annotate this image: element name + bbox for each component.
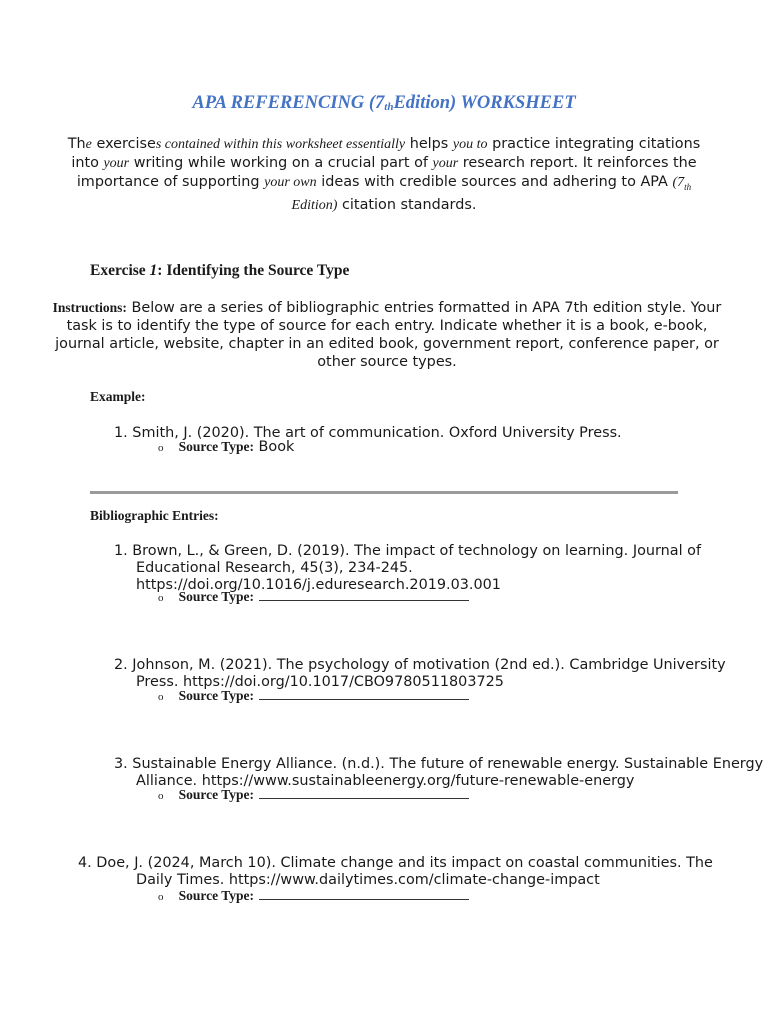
bibliographic-entries-label: Bibliographic Entries: [90, 508, 219, 523]
bullet-icon: o [158, 790, 164, 802]
source-type-label: Source Type: [178, 888, 254, 903]
worksheet-title: APA REFERENCING $(7_{th}Edition)$ WORKSHEET [192, 93, 576, 113]
source-type-answer-field[interactable] [259, 590, 469, 601]
source-type-answer-field[interactable] [259, 689, 469, 700]
source-type-answer-field[interactable] [259, 788, 469, 799]
source-type-answer-field[interactable] [259, 889, 469, 900]
instructions-label: Instructions: [52, 300, 127, 315]
source-type-label: Source Type: [178, 688, 254, 703]
bullet-icon: o [158, 691, 164, 703]
source-type-row [158, 885, 469, 904]
bullet-icon: o [158, 592, 164, 604]
source-type-value: Book [253, 439, 295, 455]
instructions-paragraph [44, 299, 730, 371]
example-label: Example: [90, 389, 146, 404]
list-item: 4. Doe, J. (2024, March 10). Climate change and its impact on coastal communities. The Daily Times. https://www.dailytimes.com/climate-change-impact [78, 855, 713, 888]
bullet-icon: o [158, 442, 164, 454]
instructions-text: Below are a series of bibliographic entries formatted in APA 7th edition style. Your task is to identify the type of source for each entry. Indicate whether it is a book, e-book, journal article, website, chapter in an edited book, government report, conference paper, or other source types. [55, 300, 722, 370]
bullet-icon: o [158, 891, 164, 903]
source-type-label: Source Type: [178, 787, 254, 802]
list-item: 2. Johnson, M. (2021). The psychology of motivation (2nd ed.). Cambridge University Press. https://doi.org/10.1017/CBO9780511803725 [114, 657, 726, 690]
source-type-label: Source Type: [178, 589, 254, 604]
section-divider [90, 491, 678, 494]
intro-paragraph: The exercises contained within this worksheet essentially helps you to practice integrating citations into your writing while working on a crucial part of your research report. It reinforces the importance of supporting your own ideas with credible sources and adhering to APA ($7_{th}$ Edition) citation standards. [67, 136, 701, 213]
exercise-heading: Exercise 1: Identifying the Source Type [90, 262, 350, 279]
source-type-row [158, 685, 469, 704]
source-type-row [158, 784, 469, 803]
example-source-row [158, 436, 294, 455]
list-item: 1. Brown, L., & Green, D. (2019). The impact of technology on learning. Journal of Educational Research, 45(3), 234-245. https://doi.org/10.1016/j.eduresearch.2019.03.001 [114, 543, 702, 593]
source-type-row [158, 586, 469, 605]
example-entry: 1. Smith, J. (2020). The art of communication. Oxford University Press. [114, 425, 622, 441]
list-item: 3. Sustainable Energy Alliance. (n.d.). The future of renewable energy. Sustainable Energy Alliance. https://www.sustainableenergy.org/future-renewable-energy [114, 756, 764, 789]
source-type-label: Source Type: [178, 439, 254, 454]
